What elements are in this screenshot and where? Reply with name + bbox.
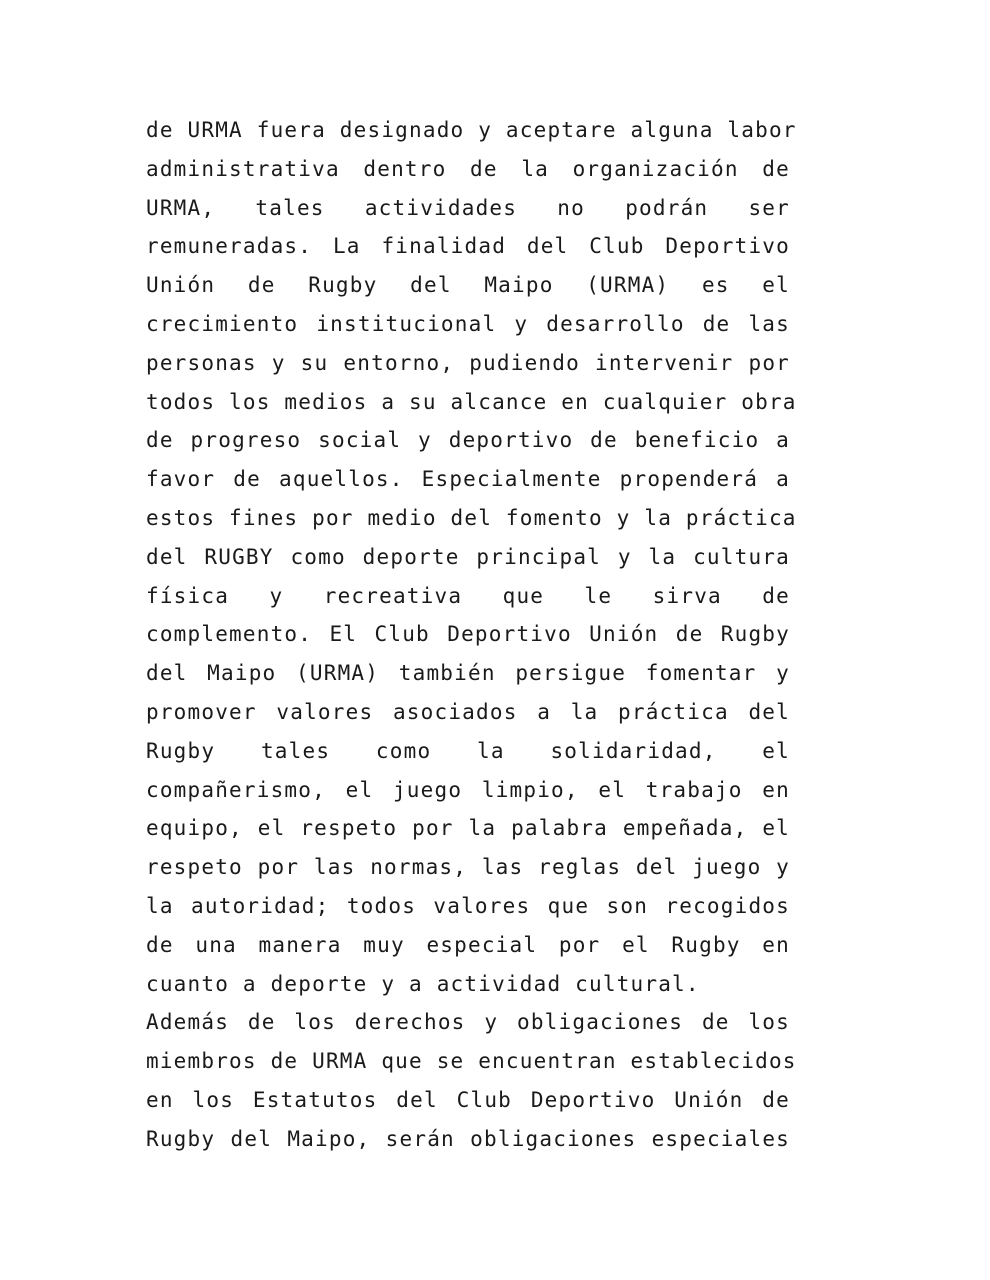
text-line: personas y su entorno, pudiendo intervenir por	[146, 350, 790, 375]
text-line: la autoridad; todos valores que son recogidos	[146, 893, 790, 918]
text-line: promover valores asociados a la práctica del	[146, 699, 790, 724]
text-line: todos los medios a su alcance en cualquier obra	[146, 389, 797, 414]
text-line: Además de los derechos y obligaciones de los	[146, 1010, 790, 1035]
text-line: estos fines por medio del fomento y la práctica	[146, 505, 797, 530]
text-line: del RUGBY como deporte principal y la cultura	[146, 544, 790, 569]
text-line: en los Estatutos del Club Deportivo Unión de	[146, 1087, 790, 1112]
text-line: compañerismo, el juego limpio, el trabajo en	[146, 777, 790, 802]
text-line: física y recreativa que le sirva de	[146, 583, 790, 608]
text-line: de URMA fuera designado y aceptare alguna labor	[146, 118, 797, 142]
text-line: administrativa dentro de la organización de	[146, 156, 790, 181]
text-line: cuanto a deporte y a actividad cultural.	[146, 971, 700, 996]
text-line: miembros de URMA que se encuentran establecidos	[146, 1049, 797, 1074]
text-line: remuneradas. La finalidad del Club Deportivo	[146, 234, 790, 259]
text-line: complemento. El Club Deportivo Unión de Rugby	[146, 622, 790, 647]
text-line: Unión de Rugby del Maipo (URMA) es el	[146, 273, 790, 298]
text-line: favor de aquellos. Especialmente propenderá a	[146, 467, 790, 492]
text-line: URMA, tales actividades no podrán ser	[146, 195, 790, 220]
text-line: respeto por las normas, las reglas del juego y	[146, 855, 790, 880]
text-line: equipo, el respeto por la palabra empeñada, el	[146, 816, 790, 841]
body-text	[146, 111, 797, 1159]
text-line: Rugby tales como la solidaridad, el	[146, 738, 790, 763]
text-line: del Maipo (URMA) también persigue fomentar y	[146, 661, 790, 686]
text-line: de progreso social y deportivo de beneficio a	[146, 428, 790, 453]
text-line: Rugby del Maipo, serán obligaciones especiales	[146, 1126, 790, 1151]
text-line: crecimiento institucional y desarrollo de las	[146, 311, 790, 336]
text-line: de una manera muy especial por el Rugby en	[146, 932, 790, 957]
